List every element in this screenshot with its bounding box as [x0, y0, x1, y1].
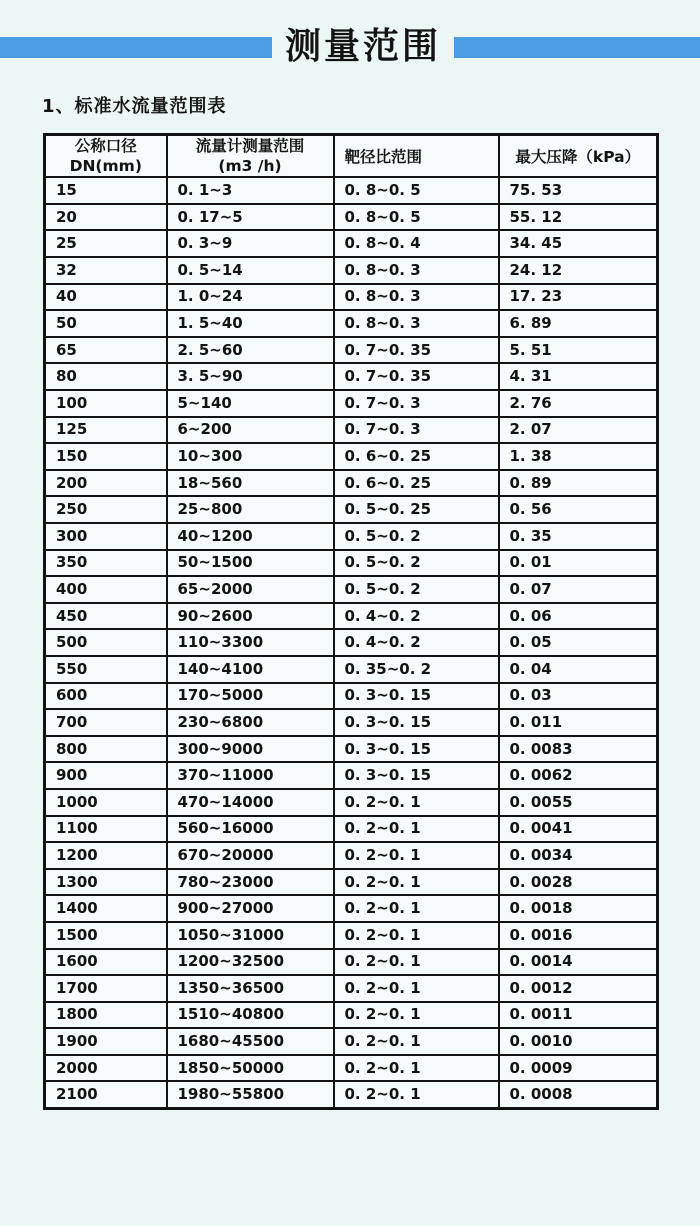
table-row [45, 576, 658, 603]
cell-target-ratio-range: 0. 2~0. 1 [334, 1055, 499, 1082]
cell-nominal-diameter: 1000 [45, 789, 167, 816]
cell-flow-range: 1. 0~24 [167, 284, 334, 311]
table-row [45, 709, 658, 736]
cell-target-ratio-range: 0. 7~0. 35 [334, 337, 499, 364]
cell-max-pressure-drop: 0. 0012 [499, 975, 658, 1002]
cell-nominal-diameter: 250 [45, 496, 167, 523]
table-row [45, 363, 658, 390]
cell-nominal-diameter: 200 [45, 470, 167, 497]
cell-flow-range: 0. 5~14 [167, 257, 334, 284]
cell-nominal-diameter: 350 [45, 550, 167, 577]
cell-nominal-diameter: 2100 [45, 1081, 167, 1108]
cell-max-pressure-drop: 34. 45 [499, 230, 658, 257]
table-row [45, 204, 658, 231]
cell-target-ratio-range: 0. 5~0. 2 [334, 576, 499, 603]
cell-nominal-diameter: 1700 [45, 975, 167, 1002]
cell-max-pressure-drop: 0. 35 [499, 523, 658, 550]
cell-flow-range: 140~4100 [167, 656, 334, 683]
table-row [45, 842, 658, 869]
cell-max-pressure-drop: 0. 011 [499, 709, 658, 736]
cell-nominal-diameter: 50 [45, 310, 167, 337]
cell-target-ratio-range: 0. 5~0. 2 [334, 523, 499, 550]
section-title: 1、标准水流量范围表 [42, 96, 227, 117]
cell-flow-range: 470~14000 [167, 789, 334, 816]
table-row [45, 656, 658, 683]
cell-flow-range: 110~3300 [167, 629, 334, 656]
cell-target-ratio-range: 0. 2~0. 1 [334, 949, 499, 976]
cell-nominal-diameter: 25 [45, 230, 167, 257]
cell-flow-range: 1350~36500 [167, 975, 334, 1002]
table-row [45, 284, 658, 311]
table-row [45, 762, 658, 789]
cell-nominal-diameter: 1600 [45, 949, 167, 976]
table-row [45, 1002, 658, 1029]
cell-max-pressure-drop: 2. 76 [499, 390, 658, 417]
cell-max-pressure-drop: 0. 0055 [499, 789, 658, 816]
cell-max-pressure-drop: 0. 01 [499, 550, 658, 577]
cell-max-pressure-drop: 0. 04 [499, 656, 658, 683]
cell-nominal-diameter: 1200 [45, 842, 167, 869]
column-header-target-ratio-range: 靶径比范围 [334, 135, 499, 178]
table-header [45, 135, 658, 178]
table-row [45, 417, 658, 444]
table-row [45, 310, 658, 337]
cell-nominal-diameter: 600 [45, 683, 167, 710]
cell-flow-range: 6~200 [167, 417, 334, 444]
table-row [45, 523, 658, 550]
cell-target-ratio-range: 0. 2~0. 1 [334, 789, 499, 816]
cell-flow-range: 560~16000 [167, 816, 334, 843]
cell-target-ratio-range: 0. 4~0. 2 [334, 603, 499, 630]
table-row [45, 922, 658, 949]
cell-max-pressure-drop: 0. 0009 [499, 1055, 658, 1082]
cell-target-ratio-range: 0. 8~0. 3 [334, 284, 499, 311]
cell-flow-range: 0. 3~9 [167, 230, 334, 257]
cell-max-pressure-drop: 0. 0034 [499, 842, 658, 869]
table-row [45, 816, 658, 843]
cell-target-ratio-range: 0. 3~0. 15 [334, 736, 499, 763]
cell-nominal-diameter: 150 [45, 443, 167, 470]
cell-max-pressure-drop: 17. 23 [499, 284, 658, 311]
cell-target-ratio-range: 0. 8~0. 3 [334, 310, 499, 337]
cell-target-ratio-range: 0. 2~0. 1 [334, 895, 499, 922]
cell-nominal-diameter: 900 [45, 762, 167, 789]
table-row [45, 1028, 658, 1055]
table-row [45, 496, 658, 523]
table-row [45, 230, 658, 257]
cell-target-ratio-range: 0. 5~0. 25 [334, 496, 499, 523]
cell-flow-range: 300~9000 [167, 736, 334, 763]
table-row [45, 550, 658, 577]
table-row [45, 443, 658, 470]
table-row [45, 949, 658, 976]
flow-range-table [43, 133, 659, 1110]
cell-flow-range: 780~23000 [167, 869, 334, 896]
cell-target-ratio-range: 0. 7~0. 35 [334, 363, 499, 390]
cell-max-pressure-drop: 5. 51 [499, 337, 658, 364]
cell-flow-range: 10~300 [167, 443, 334, 470]
title-bar-left-decoration [0, 37, 272, 58]
table-row [45, 736, 658, 763]
column-header-line-2: (m3 /h) [218, 157, 282, 176]
table-row [45, 629, 658, 656]
column-header-flow-range [167, 135, 334, 178]
table-row [45, 390, 658, 417]
cell-target-ratio-range: 0. 7~0. 3 [334, 390, 499, 417]
cell-target-ratio-range: 0. 35~0. 2 [334, 656, 499, 683]
cell-target-ratio-range: 0. 2~0. 1 [334, 869, 499, 896]
cell-max-pressure-drop: 75. 53 [499, 177, 658, 204]
cell-target-ratio-range: 0. 8~0. 5 [334, 204, 499, 231]
cell-max-pressure-drop: 24. 12 [499, 257, 658, 284]
cell-target-ratio-range: 0. 3~0. 15 [334, 709, 499, 736]
page-title: 测量范围 [285, 26, 442, 67]
cell-max-pressure-drop: 2. 07 [499, 417, 658, 444]
cell-nominal-diameter: 80 [45, 363, 167, 390]
table-row [45, 1081, 658, 1108]
cell-nominal-diameter: 400 [45, 576, 167, 603]
cell-flow-range: 1980~55800 [167, 1081, 334, 1108]
cell-max-pressure-drop: 0. 0028 [499, 869, 658, 896]
column-header-line-1: 流量计测量范围 [195, 137, 305, 155]
cell-max-pressure-drop: 55. 12 [499, 204, 658, 231]
cell-max-pressure-drop: 0. 89 [499, 470, 658, 497]
cell-nominal-diameter: 1800 [45, 1002, 167, 1029]
cell-nominal-diameter: 800 [45, 736, 167, 763]
cell-target-ratio-range: 0. 2~0. 1 [334, 1081, 499, 1108]
cell-flow-range: 0. 1~3 [167, 177, 334, 204]
table-row [45, 257, 658, 284]
cell-nominal-diameter: 15 [45, 177, 167, 204]
cell-flow-range: 0. 17~5 [167, 204, 334, 231]
cell-max-pressure-drop: 0. 05 [499, 629, 658, 656]
table-row [45, 337, 658, 364]
cell-max-pressure-drop: 0. 0010 [499, 1028, 658, 1055]
cell-max-pressure-drop: 1. 38 [499, 443, 658, 470]
cell-flow-range: 230~6800 [167, 709, 334, 736]
cell-flow-range: 40~1200 [167, 523, 334, 550]
cell-flow-range: 18~560 [167, 470, 334, 497]
cell-nominal-diameter: 1100 [45, 816, 167, 843]
cell-nominal-diameter: 125 [45, 417, 167, 444]
cell-flow-range: 1. 5~40 [167, 310, 334, 337]
cell-target-ratio-range: 0. 2~0. 1 [334, 1002, 499, 1029]
column-header-nominal-diameter [45, 135, 167, 178]
cell-target-ratio-range: 0. 5~0. 2 [334, 550, 499, 577]
cell-nominal-diameter: 1400 [45, 895, 167, 922]
cell-target-ratio-range: 0. 2~0. 1 [334, 1028, 499, 1055]
cell-target-ratio-range: 0. 3~0. 15 [334, 683, 499, 710]
cell-nominal-diameter: 450 [45, 603, 167, 630]
table-row [45, 603, 658, 630]
cell-nominal-diameter: 20 [45, 204, 167, 231]
cell-max-pressure-drop: 6. 89 [499, 310, 658, 337]
cell-nominal-diameter: 65 [45, 337, 167, 364]
cell-target-ratio-range: 0. 2~0. 1 [334, 922, 499, 949]
cell-flow-range: 65~2000 [167, 576, 334, 603]
cell-flow-range: 900~27000 [167, 895, 334, 922]
cell-flow-range: 5~140 [167, 390, 334, 417]
cell-nominal-diameter: 500 [45, 629, 167, 656]
cell-nominal-diameter: 300 [45, 523, 167, 550]
cell-nominal-diameter: 2000 [45, 1055, 167, 1082]
cell-max-pressure-drop: 0. 0062 [499, 762, 658, 789]
cell-target-ratio-range: 0. 4~0. 2 [334, 629, 499, 656]
table-row [45, 470, 658, 497]
cell-target-ratio-range: 0. 6~0. 25 [334, 443, 499, 470]
table-row [45, 177, 658, 204]
cell-flow-range: 1850~50000 [167, 1055, 334, 1082]
table-row [45, 975, 658, 1002]
cell-nominal-diameter: 550 [45, 656, 167, 683]
cell-target-ratio-range: 0. 3~0. 15 [334, 762, 499, 789]
cell-max-pressure-drop: 0. 06 [499, 603, 658, 630]
table-row [45, 683, 658, 710]
table-row [45, 789, 658, 816]
cell-target-ratio-range: 0. 2~0. 1 [334, 816, 499, 843]
cell-flow-range: 670~20000 [167, 842, 334, 869]
cell-target-ratio-range: 0. 7~0. 3 [334, 417, 499, 444]
cell-flow-range: 1050~31000 [167, 922, 334, 949]
cell-flow-range: 1200~32500 [167, 949, 334, 976]
cell-flow-range: 370~11000 [167, 762, 334, 789]
cell-flow-range: 50~1500 [167, 550, 334, 577]
cell-max-pressure-drop: 0. 0014 [499, 949, 658, 976]
cell-nominal-diameter: 100 [45, 390, 167, 417]
column-header-line-2: DN(mm) [69, 157, 142, 176]
cell-max-pressure-drop: 0. 0016 [499, 922, 658, 949]
cell-flow-range: 3. 5~90 [167, 363, 334, 390]
table-row [45, 869, 658, 896]
cell-target-ratio-range: 0. 2~0. 1 [334, 842, 499, 869]
page [0, 26, 700, 1110]
cell-target-ratio-range: 0. 8~0. 5 [334, 177, 499, 204]
cell-max-pressure-drop: 0. 07 [499, 576, 658, 603]
cell-max-pressure-drop: 0. 0011 [499, 1002, 658, 1029]
cell-nominal-diameter: 1300 [45, 869, 167, 896]
cell-max-pressure-drop: 0. 0041 [499, 816, 658, 843]
cell-flow-range: 1680~45500 [167, 1028, 334, 1055]
column-header-line-1: 公称口径 [74, 137, 137, 155]
title-bar-right-decoration [454, 37, 700, 58]
cell-max-pressure-drop: 0. 56 [499, 496, 658, 523]
cell-max-pressure-drop: 0. 03 [499, 683, 658, 710]
cell-max-pressure-drop: 0. 0083 [499, 736, 658, 763]
cell-nominal-diameter: 40 [45, 284, 167, 311]
cell-flow-range: 1510~40800 [167, 1002, 334, 1029]
cell-target-ratio-range: 0. 2~0. 1 [334, 975, 499, 1002]
cell-flow-range: 25~800 [167, 496, 334, 523]
cell-nominal-diameter: 1900 [45, 1028, 167, 1055]
table-row [45, 1055, 658, 1082]
cell-flow-range: 2. 5~60 [167, 337, 334, 364]
cell-target-ratio-range: 0. 8~0. 4 [334, 230, 499, 257]
page-header [0, 26, 700, 68]
cell-max-pressure-drop: 4. 31 [499, 363, 658, 390]
table-body [45, 177, 658, 1108]
column-header-max-pressure-drop: 最大压降（kPa） [499, 135, 658, 178]
cell-flow-range: 170~5000 [167, 683, 334, 710]
cell-target-ratio-range: 0. 6~0. 25 [334, 470, 499, 497]
cell-flow-range: 90~2600 [167, 603, 334, 630]
cell-max-pressure-drop: 0. 0008 [499, 1081, 658, 1108]
cell-target-ratio-range: 0. 8~0. 3 [334, 257, 499, 284]
cell-nominal-diameter: 32 [45, 257, 167, 284]
table-header-row [45, 135, 658, 178]
cell-nominal-diameter: 1500 [45, 922, 167, 949]
table-row [45, 895, 658, 922]
cell-max-pressure-drop: 0. 0018 [499, 895, 658, 922]
cell-nominal-diameter: 700 [45, 709, 167, 736]
